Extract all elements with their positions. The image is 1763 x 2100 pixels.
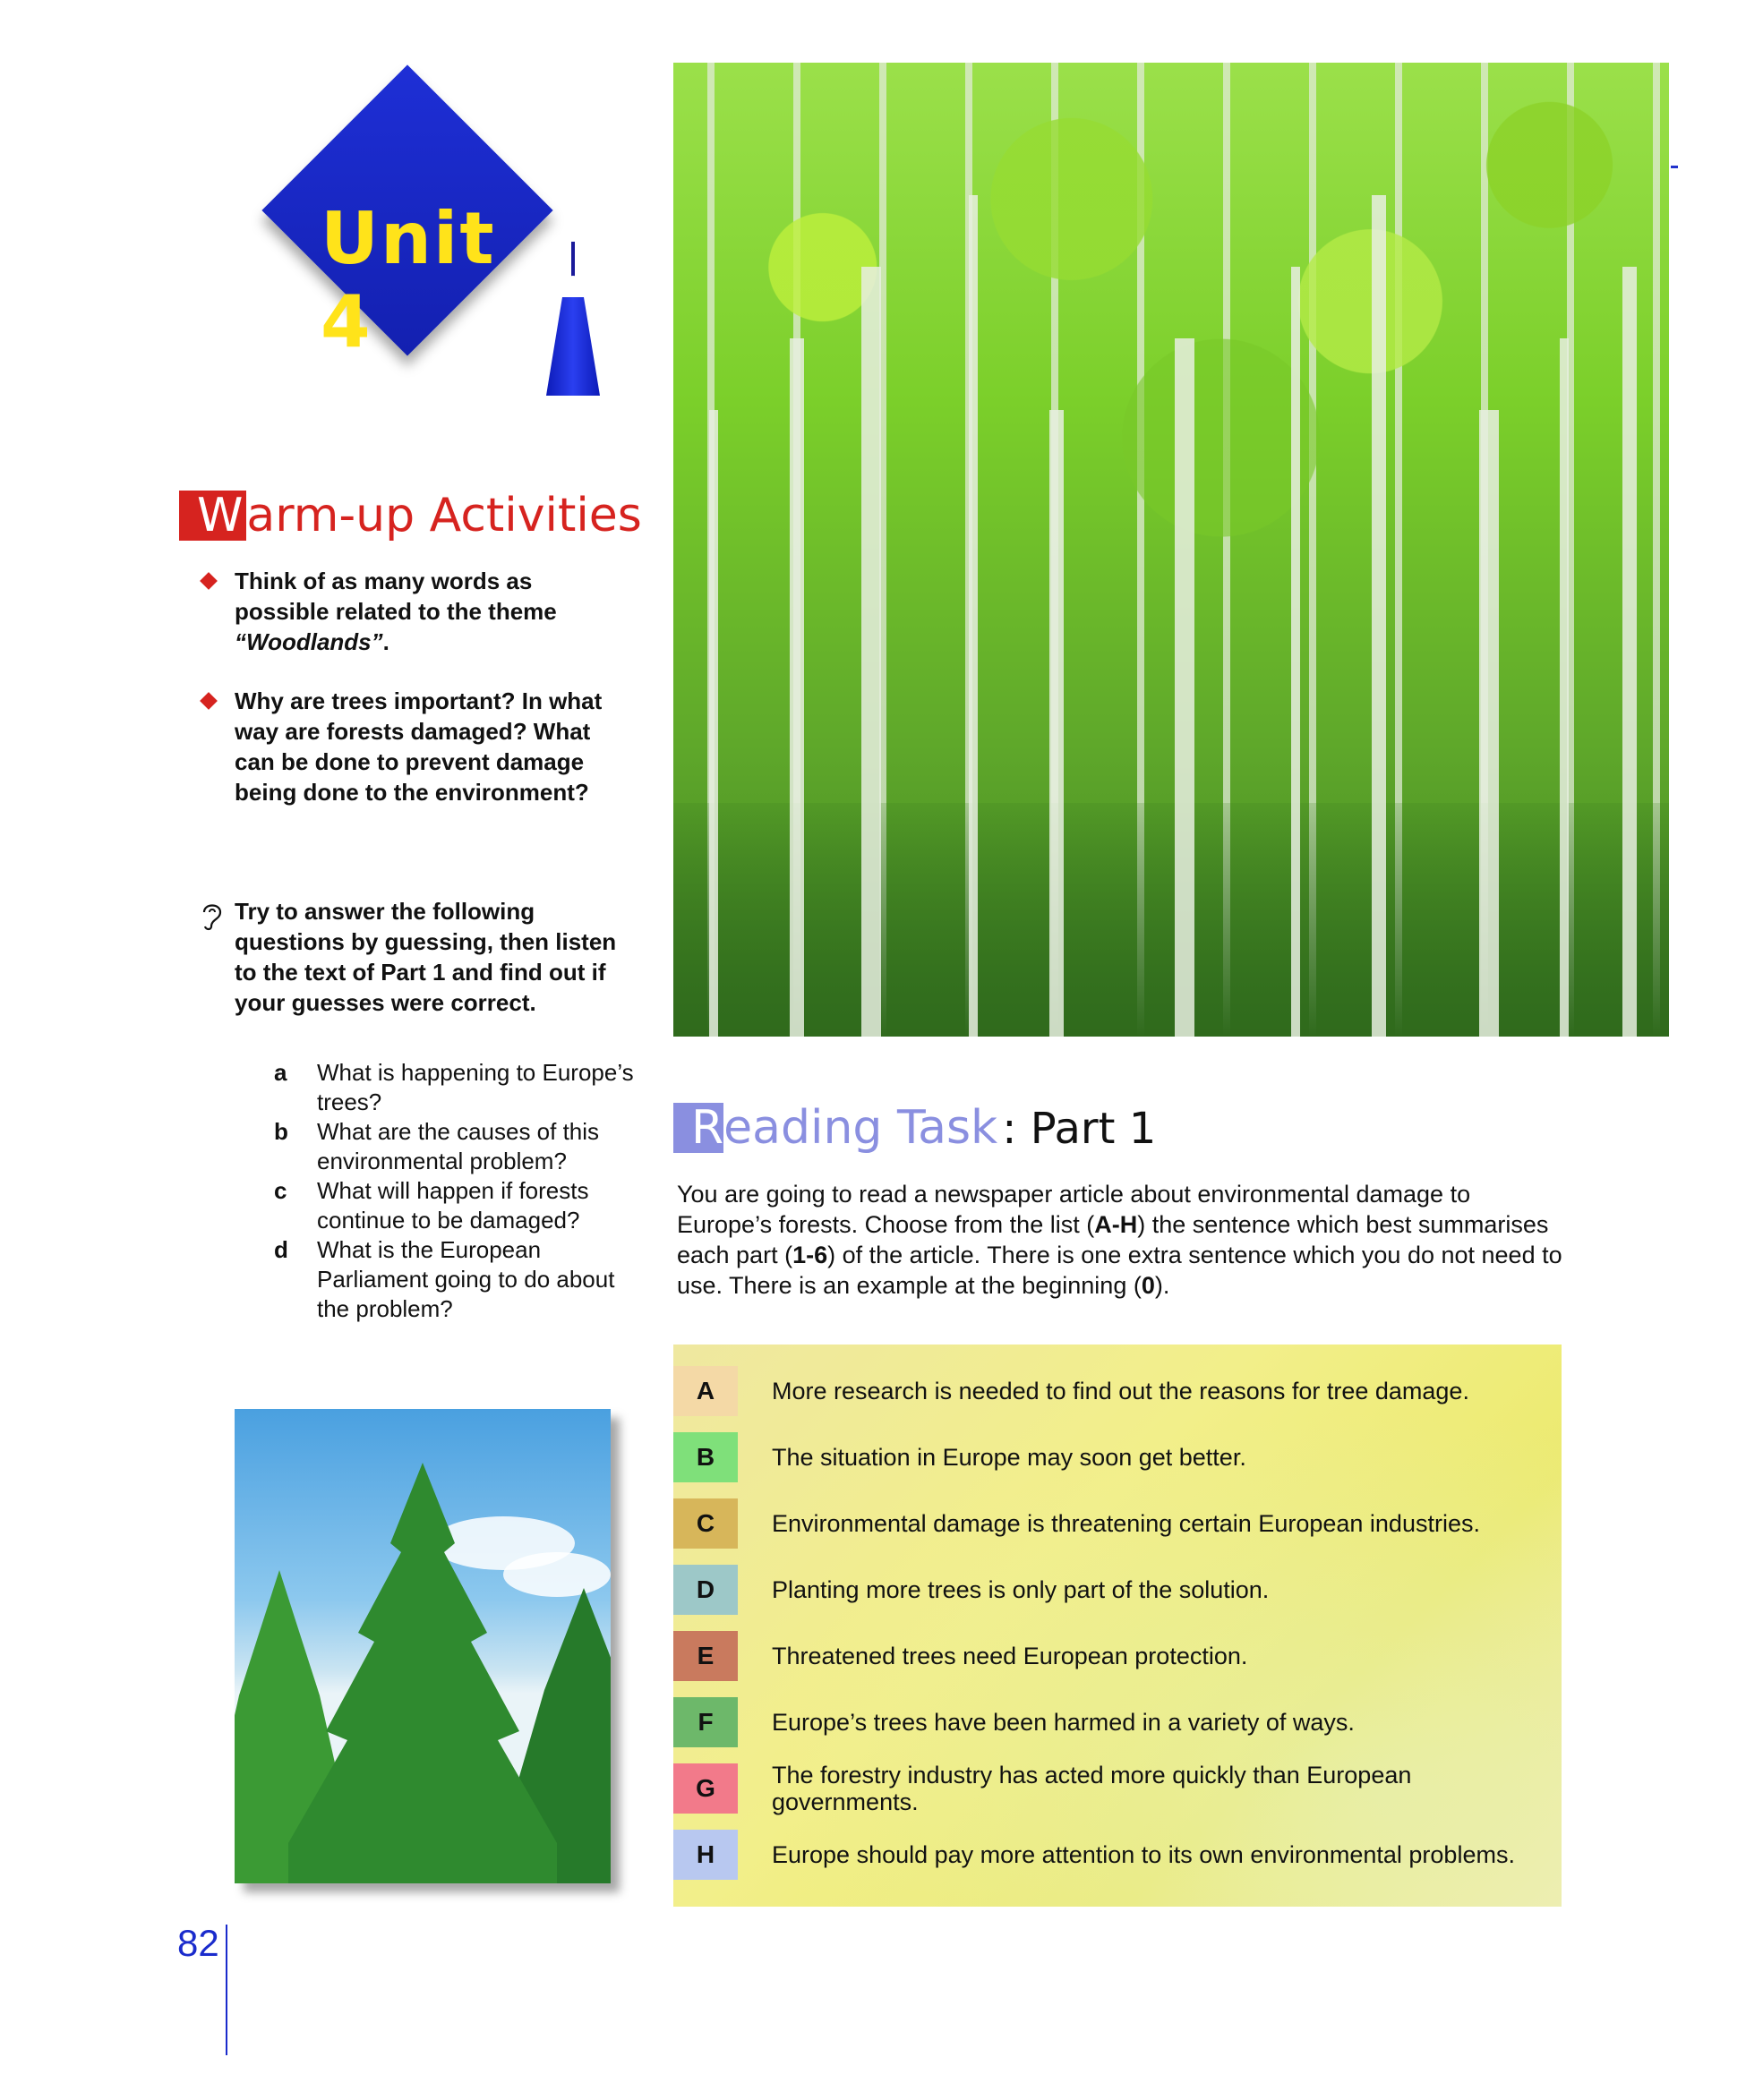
sentence-text: Environmental damage is threatening certain European industries. <box>772 1510 1480 1537</box>
question-letter: c <box>274 1177 287 1204</box>
reading-instructions <box>677 1179 1563 1301</box>
tassel-cord <box>571 242 575 277</box>
warmup-item-1-theme: “Woodlands” <box>235 628 383 655</box>
warmup-heading-rest: arm-up Activities <box>246 489 642 542</box>
red-diamond-icon <box>200 692 218 710</box>
question-list <box>274 1058 650 1324</box>
question-d <box>274 1235 650 1324</box>
tree-trunk <box>1622 267 1637 1037</box>
warmup-item-1-text: Think of as many words as possible related to the theme <box>235 568 557 625</box>
tree-trunk <box>709 410 718 1037</box>
cloud <box>503 1552 611 1597</box>
sentence-letter: E <box>673 1631 738 1681</box>
question-b <box>274 1117 650 1176</box>
tree-trunk <box>1372 195 1386 1037</box>
instruction-bold: 0 <box>1141 1272 1155 1299</box>
listening-instruction-text: Try to answer the following questions by guessing, then listen to the text of Part 1 and find out if your guesses were correct. <box>235 898 617 1016</box>
sentence-row-e <box>673 1631 1562 1681</box>
warmup-item-1-end: . <box>382 628 389 655</box>
sentence-row-g <box>673 1763 1562 1814</box>
sentence-text: Threatened trees need European protection. <box>772 1643 1248 1669</box>
instruction-bold: 1-6 <box>792 1242 828 1268</box>
warmup-item-2-text: Why are trees important? In what way are forests damaged? What can be done to prevent damage being done to the environment? <box>235 687 603 806</box>
sentence-letter: A <box>673 1366 738 1416</box>
sentence-text: The situation in Europe may soon get better. <box>772 1444 1246 1471</box>
question-letter: b <box>274 1118 288 1145</box>
warmup-heading-initial: W <box>179 491 246 541</box>
warmup-item-2 <box>235 686 629 807</box>
sentence-letter: F <box>673 1697 738 1747</box>
sentence-letter: B <box>673 1432 738 1482</box>
question-text: What are the causes of this environmental problem? <box>317 1118 600 1174</box>
tree-trunk <box>1479 410 1499 1037</box>
forest-photo <box>673 63 1669 1037</box>
sentence-row-h <box>673 1830 1562 1880</box>
warmup-heading <box>179 491 642 541</box>
sentence-letter: C <box>673 1498 738 1549</box>
tree-trunk <box>861 267 881 1037</box>
question-text: What is happening to Europe’s trees? <box>317 1059 634 1115</box>
tassel-ring <box>562 276 584 297</box>
sentence-row-c <box>673 1498 1562 1549</box>
sentence-panel <box>673 1345 1562 1907</box>
forest-canopy <box>673 63 1669 745</box>
reading-heading-part: : Part 1 <box>1002 1104 1157 1154</box>
question-text: What will happen if forests continue to be damaged? <box>317 1177 589 1234</box>
tree-trunk <box>790 338 804 1037</box>
instruction-bold: A-H <box>1094 1211 1138 1238</box>
sentence-text: More research is needed to find out the reasons for tree damage. <box>772 1378 1469 1404</box>
instruction-text: You are going to read a newspaper article about environmental damage to Europe’s forests. Choose from the list ( <box>677 1181 1471 1238</box>
sentence-letter: H <box>673 1830 738 1880</box>
instruction-text: ) of the article. There is one extra sentence which you do not need to use. There is an example at the beginning ( <box>677 1242 1562 1299</box>
sentence-text: Europe should pay more attention to its own environmental problems. <box>772 1841 1515 1868</box>
unit-badge <box>269 90 609 412</box>
sentence-letter: G <box>673 1763 738 1814</box>
reading-heading-initial: R <box>673 1103 723 1153</box>
red-diamond-icon <box>200 572 218 590</box>
sentence-letter: D <box>673 1565 738 1615</box>
page-number: 82 <box>177 1922 219 1964</box>
sentence-text: Europe’s trees have been harmed in a variety of ways. <box>772 1709 1355 1736</box>
tree-trunk <box>1560 338 1569 1037</box>
tree-photo <box>235 1409 611 1883</box>
question-c <box>274 1176 650 1235</box>
tree-trunk <box>1175 338 1194 1037</box>
question-letter: d <box>274 1236 288 1263</box>
ear-icon <box>197 900 227 934</box>
question-text: What is the European Parliament going to do about the problem? <box>317 1236 615 1322</box>
unit-title: Unit 4 <box>321 197 496 363</box>
margin-tick <box>1671 166 1678 168</box>
tassel-icon <box>546 297 600 396</box>
sentence-row-a <box>673 1366 1562 1416</box>
reading-heading-rest: eading Task <box>723 1101 998 1155</box>
question-a <box>274 1058 650 1117</box>
listening-instruction <box>235 896 629 1018</box>
sentence-row-d <box>673 1565 1562 1615</box>
question-letter: a <box>274 1059 287 1086</box>
sentence-row-b <box>673 1432 1562 1482</box>
page-rule <box>226 1925 227 2055</box>
instruction-text: ) the sentence which best summarises each part ( <box>677 1211 1549 1268</box>
forest-floor <box>673 803 1669 1037</box>
tree-trunk <box>969 195 978 1037</box>
reading-heading <box>673 1103 1156 1153</box>
sentence-text: Planting more trees is only part of the solution. <box>772 1576 1270 1603</box>
warmup-item-1 <box>235 566 629 657</box>
sentence-row-f <box>673 1697 1562 1747</box>
tree-trunk <box>1049 410 1064 1037</box>
instruction-text: ). <box>1154 1272 1170 1299</box>
sentence-text: The forestry industry has acted more quickly than European governments. <box>772 1762 1412 1815</box>
tree-trunk <box>1291 267 1300 1037</box>
